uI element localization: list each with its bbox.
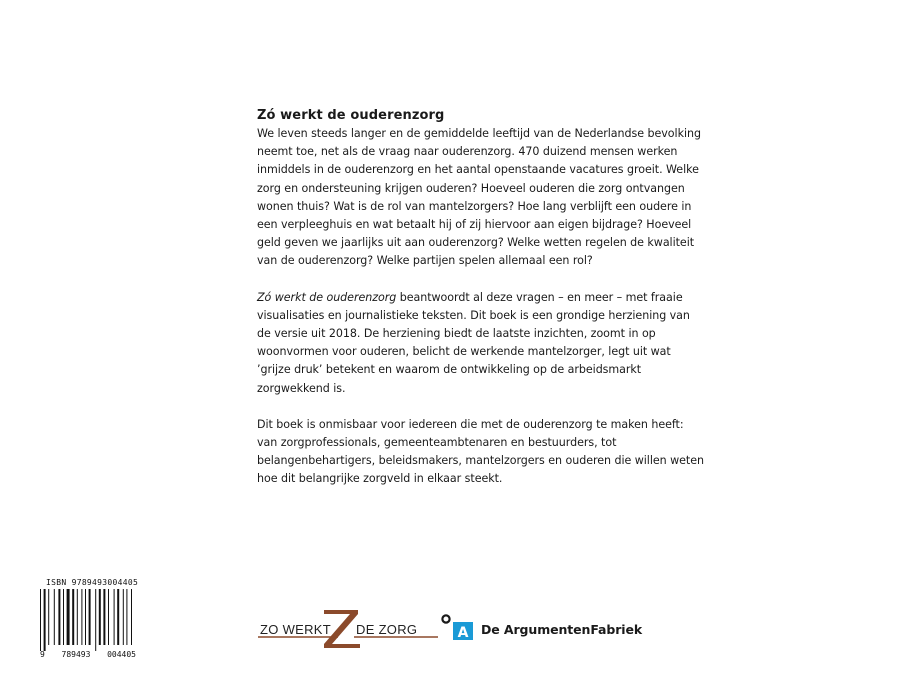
intro-paragraph: We leven steeds langer en de gemiddelde leeftijd van de Nederlandse bevolking neemt toe, net als de vraag naar ouderenzorg. 470 duizend mensen werken inmiddels in de ouderenzorg en het aantal openstaande vacatures groeit. Welke zorg en ondersteuning krijgen ouderen? Hoeveel ouderen die zorg ontvangen wonen thuis? Wat is de rol van mantelzorgers? Hoe lang verblijft een oudere in een verpleeghuis en wat betaalt hij of zij hiervoor aan eigen bijdrage? Hoeveel geld geven we jaarlijks uit aan ouderenzorg? Welke wetten regelen de kwaliteit van de ouderenzorg? Welke partijen spelen allemaal een rol? [257,127,701,268]
audience-paragraph: Dit boek is onmisbaar voor iedereen die met de ouderenzorg te maken heeft: van zorgprofessionals, gemeenteambtenaren en bestuurders, tot belangenbehartigers, beleidsmakers, mantelzorgers en ouderen die willen weten hoe dit belangrijke zorgveld in elkaar steekt. [257,417,704,486]
barcode-digit-group-1: 789493 [61,650,91,659]
isbn-barcode [40,578,140,658]
publisher-name: De ArgumentenFabriek [481,622,643,637]
argumentenfabriek-logo [441,614,641,644]
italic-book-title: Zó werkt de ouderenzorg [257,290,397,304]
argumentenfabriek-icon [441,614,475,642]
barcode-digit-first: 9 [40,650,45,659]
icon-letter: A [457,625,469,641]
logo-right-text: DE ZORG [356,622,418,637]
barcode-digits [40,650,136,659]
barcode-bars [40,589,136,651]
back-cover-text [257,108,707,507]
zo-werkt-de-zorg-logo [258,608,440,650]
description-paragraph [257,289,707,398]
barcode-digit-group-2: 004405 [107,650,136,659]
book-title: Zó werkt de ouderenzorg [257,108,445,123]
logo-left-text: ZO WERKT [260,622,332,637]
description-text: beantwoordt al deze vragen – en meer – met fraaie visualisaties en journalistieke teksten. Dit boek is een grondige herziening van de versie uit 2018. De herziening biedt de laatste inzichten, zoomt in op woonvormen voor ouderen, belicht de werkende mantelzorger, legt uit wat ’grijze druk’ betekent en waarom de ontwikkeling op de arbeidsmarkt zorgwekkend is. [257,290,690,395]
isbn-label: ISBN 9789493004405 [46,578,139,587]
